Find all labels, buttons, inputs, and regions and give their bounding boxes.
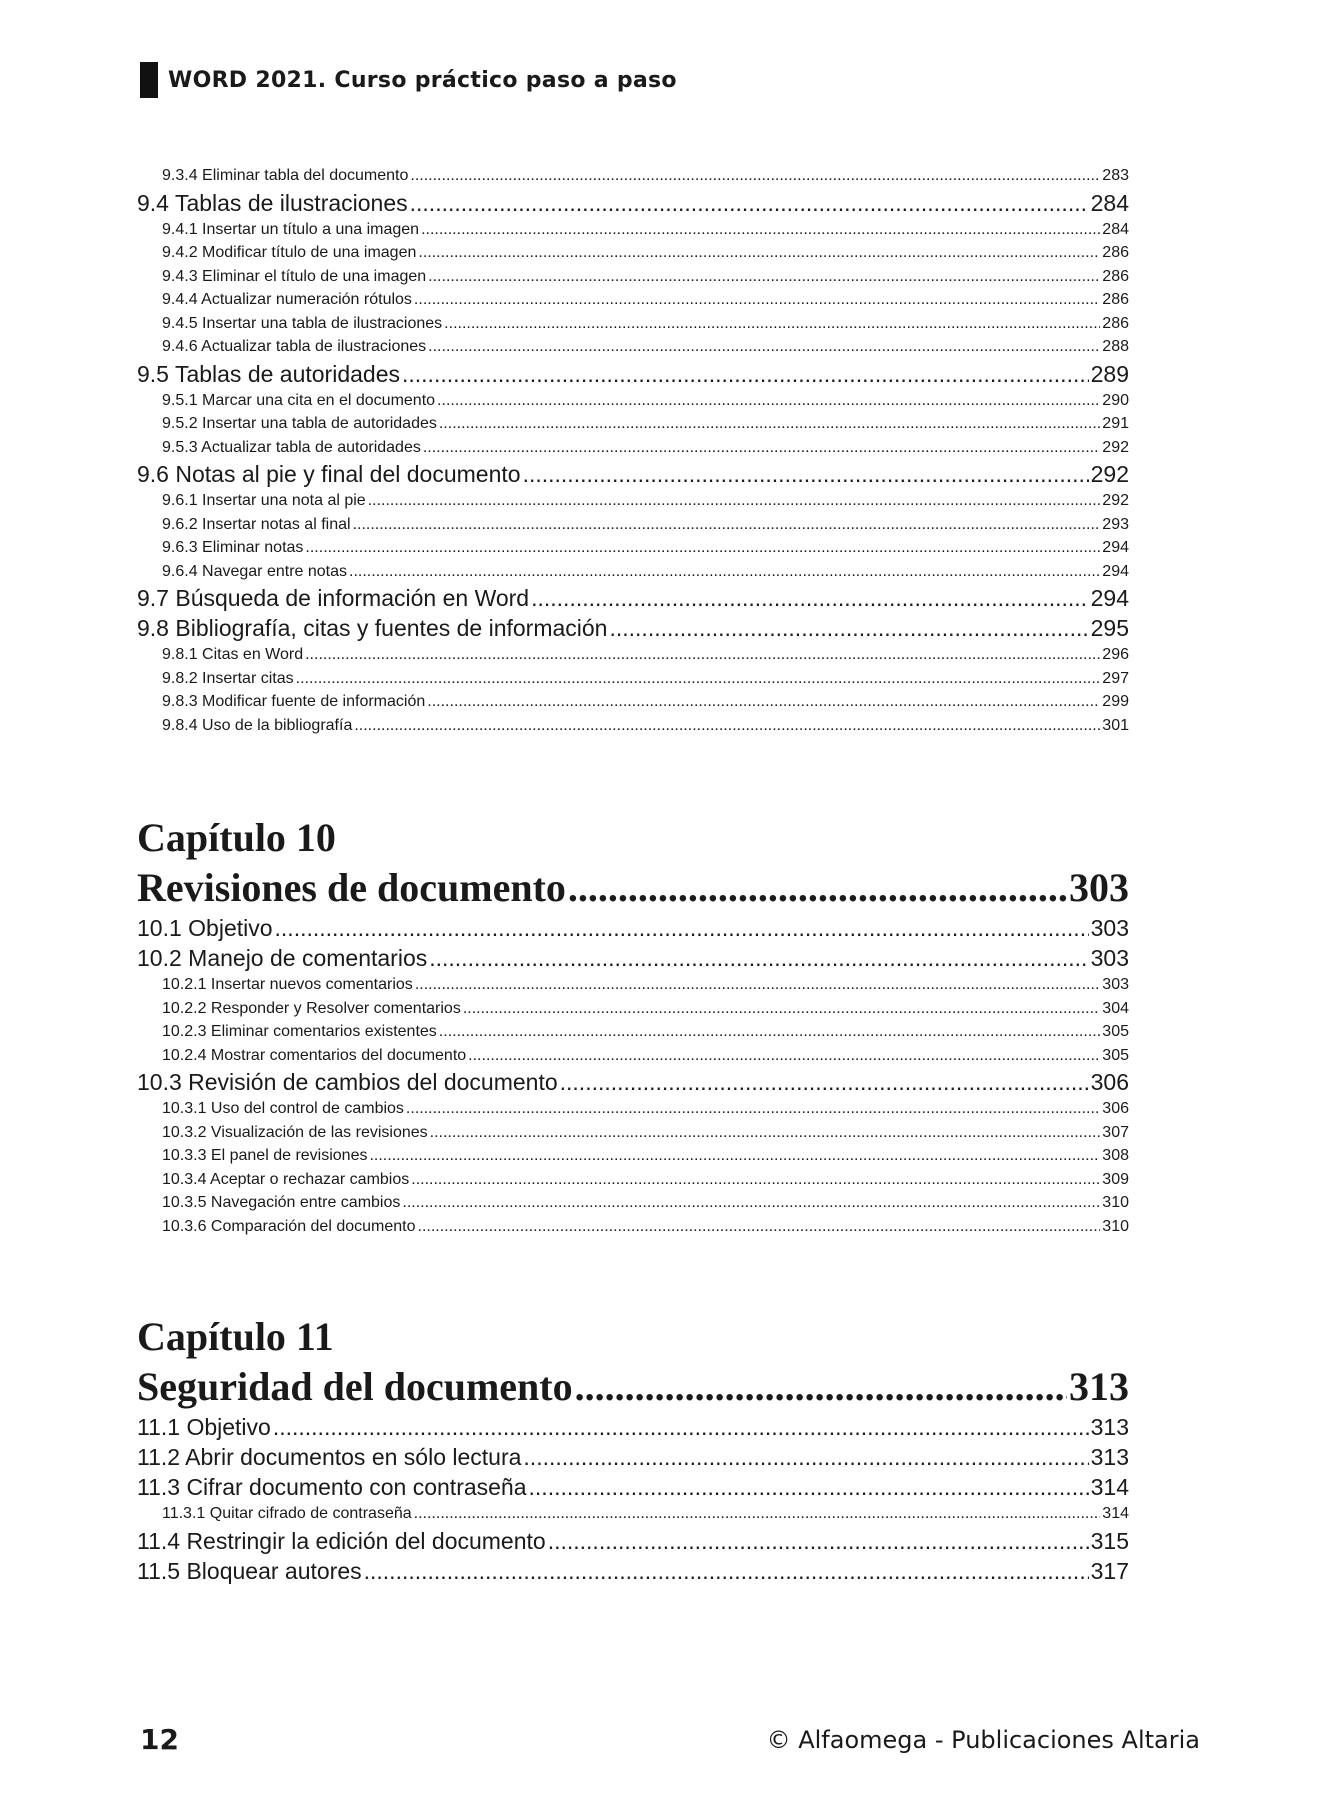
chapter-label: Capítulo 11 (137, 1314, 334, 1359)
entry-title: 9.6 Notas al pie y final del documento (137, 461, 521, 487)
chapter-10 (137, 813, 1129, 1238)
dot-leader (468, 1044, 1100, 1068)
toc-section-entry (137, 613, 1129, 643)
entry-title: 10.3.6 Comparación del documento (162, 1217, 416, 1235)
entry-title: 10.2.4 Mostrar comentarios del documento (162, 1046, 467, 1064)
dot-leader (531, 583, 1089, 613)
dot-leader (305, 536, 1100, 560)
toc-section-entry (137, 943, 1129, 973)
toc-subsection-entry (137, 412, 1129, 436)
toc-subsection-entry (137, 536, 1129, 560)
entry-page: 286 (1102, 244, 1129, 261)
dot-leader (354, 714, 1100, 738)
toc-subsection-entry (137, 1502, 1129, 1526)
entry-title: 11.3 Cifrar documento con contraseña (137, 1474, 527, 1500)
entry-page: 294 (1090, 585, 1129, 611)
entry-title: 9.6.1 Insertar una nota al pie (162, 492, 366, 509)
entry-page: 308 (1102, 1147, 1129, 1164)
chapter-page: 303 (1069, 865, 1129, 910)
entry-page: 297 (1102, 669, 1129, 687)
dot-leader (548, 1526, 1089, 1556)
page-number: 12 (140, 1723, 179, 1756)
entry-page: 288 (1102, 338, 1129, 355)
dot-leader (523, 1442, 1088, 1472)
entry-title: 9.5.1 Marcar una cita en el documento (162, 391, 436, 409)
entry-title: 9.5 Tablas de autoridades (137, 360, 400, 387)
toc-subsection-entry (137, 1121, 1129, 1145)
entry-title: 9.8 Bibliografía, citas y fuentes de información (137, 615, 608, 641)
toc-section-entry (137, 188, 1129, 218)
toc-subsection-entry (137, 288, 1129, 312)
dot-leader (423, 436, 1100, 460)
toc-subsection-entry (137, 436, 1129, 460)
entry-page: 306 (1102, 1100, 1129, 1117)
entry-page: 303 (1090, 945, 1129, 971)
entry-title: 11.3.1 Quitar cifrado de contraseña (162, 1505, 412, 1522)
entry-title: 10.2.2 Responder y Resolver comentarios (162, 999, 461, 1017)
dot-leader (429, 943, 1088, 973)
entry-page: 310 (1102, 1194, 1129, 1211)
dot-leader (444, 312, 1100, 336)
dot-leader (428, 265, 1100, 289)
entry-page: 301 (1102, 716, 1129, 734)
chapter-label: Capítulo 10 (137, 815, 336, 860)
table-of-contents (137, 164, 1129, 1586)
entry-title: 10.3.4 Aceptar o rechazar cambios (162, 1170, 410, 1188)
toc-subsection-entry (137, 312, 1129, 336)
toc-subsection-entry (137, 560, 1129, 584)
toc-section-entry (137, 913, 1129, 943)
chapter-title: Revisiones de documento (137, 865, 566, 910)
toc-subsection-entry (137, 1020, 1129, 1044)
entry-page: 317 (1090, 1557, 1129, 1584)
toc-subsection-entry (137, 241, 1129, 265)
dot-leader (368, 489, 1101, 513)
dot-leader (439, 1020, 1101, 1044)
entry-title: 9.5.2 Insertar una tabla de autoridades (162, 415, 437, 432)
entry-title: 9.3.4 Eliminar tabla del documento (162, 167, 409, 184)
toc-subsection-entry (137, 1191, 1129, 1215)
dot-leader (410, 188, 1089, 218)
entry-page: 289 (1090, 360, 1129, 387)
entry-title: 9.4.5 Insertar una tabla de ilustraciones (162, 314, 443, 332)
entry-page: 284 (1090, 189, 1129, 216)
entry-title: 9.8.3 Modificar fuente de información (162, 693, 426, 710)
entry-title: 11.5 Bloquear autores (137, 1557, 362, 1584)
entry-title: 10.2 Manejo de comentarios (137, 945, 428, 971)
dot-leader (560, 1067, 1089, 1097)
toc-subsection-entry (137, 513, 1129, 537)
toc-section-entry (137, 1472, 1129, 1502)
entry-page: 304 (1102, 999, 1129, 1017)
dot-leader (415, 973, 1100, 997)
dot-leader (463, 997, 1100, 1021)
entry-page: 306 (1090, 1069, 1129, 1095)
entry-title: 9.6.3 Eliminar notas (162, 539, 304, 556)
toc-section-entry (137, 1442, 1129, 1472)
dot-leader (414, 1502, 1101, 1526)
toc-subsection-entry (137, 1215, 1129, 1239)
entry-title: 10.2.1 Insertar nuevos comentarios (162, 976, 413, 993)
entry-title: 9.8.4 Uso de la bibliografía (162, 716, 353, 734)
toc-section-entry (137, 1526, 1129, 1556)
entry-title: 10.1 Objetivo (137, 915, 273, 941)
entry-page: 305 (1102, 1046, 1129, 1064)
toc-section-entry (137, 1412, 1129, 1442)
dot-leader (414, 288, 1100, 312)
toc-section-entry (137, 1556, 1129, 1586)
chapter-10-entries (137, 913, 1129, 1238)
toc-subsection-entry (137, 667, 1129, 691)
dot-leader (427, 690, 1100, 714)
entry-page: 314 (1090, 1474, 1129, 1500)
dot-leader (428, 335, 1100, 359)
toc-subsection-entry (137, 218, 1129, 242)
entry-title: 9.4.2 Modificar título de una imagen (162, 244, 417, 261)
entry-title: 9.7 Búsqueda de información en Word (137, 585, 530, 611)
toc-subsection-entry (137, 1168, 1129, 1192)
dot-leader (353, 513, 1101, 537)
toc-subsection-entry (137, 1097, 1129, 1121)
entry-page: 286 (1102, 267, 1129, 285)
dot-leader (418, 1215, 1101, 1239)
entry-title: 11.1 Objetivo (137, 1414, 271, 1440)
chapter-page: 313 (1069, 1364, 1129, 1409)
entry-page: 303 (1102, 976, 1129, 993)
entry-title: 9.8.2 Insertar citas (162, 669, 294, 687)
entry-page: 309 (1102, 1170, 1129, 1188)
entry-page: 283 (1102, 167, 1129, 184)
dot-leader (609, 613, 1088, 643)
entry-title: 10.3 Revisión de cambios del documento (137, 1069, 558, 1095)
toc-section-entry (137, 1067, 1129, 1097)
toc-subsection-entry (137, 335, 1129, 359)
dot-leader (402, 359, 1089, 389)
entry-page: 292 (1090, 461, 1129, 487)
entry-page: 284 (1102, 220, 1129, 238)
dot-leader (369, 1144, 1100, 1168)
toc-subsection-entry (137, 389, 1129, 413)
entry-title: 9.4.3 Eliminar el título de una imagen (162, 267, 427, 285)
toc-subsection-entry (137, 164, 1129, 188)
chapter-title-row (137, 863, 1129, 913)
dot-leader (439, 412, 1100, 436)
toc-subsection-entry (137, 1144, 1129, 1168)
toc-subsection-entry (137, 690, 1129, 714)
entry-title: 9.6.4 Navegar entre notas (162, 562, 348, 580)
entry-page: 303 (1090, 915, 1129, 941)
toc-subsection-entry (137, 643, 1129, 667)
entry-page: 286 (1102, 314, 1129, 332)
toc-section-entry (137, 459, 1129, 489)
entry-page: 294 (1102, 562, 1129, 580)
entry-page: 292 (1102, 438, 1129, 456)
entry-title: 9.6.2 Insertar notas al final (162, 515, 351, 533)
toc-block-chapter-9 (137, 164, 1129, 737)
toc-subsection-entry (137, 1044, 1129, 1068)
dot-leader (406, 1097, 1100, 1121)
book-title: WORD 2021. Curso práctico paso a paso (168, 67, 677, 93)
toc-section-entry (137, 359, 1129, 389)
entry-page: 299 (1102, 693, 1129, 710)
entry-title: 10.2.3 Eliminar comentarios existentes (162, 1023, 437, 1040)
toc-subsection-entry (137, 973, 1129, 997)
entry-page: 314 (1102, 1505, 1129, 1522)
dot-leader (523, 459, 1089, 489)
dot-leader (529, 1472, 1089, 1502)
dot-leader (411, 1168, 1100, 1192)
entry-page: 295 (1090, 615, 1129, 641)
toc-subsection-entry (137, 997, 1129, 1021)
entry-page: 291 (1102, 415, 1129, 432)
entry-page: 286 (1102, 291, 1129, 308)
dot-leader (273, 1412, 1089, 1442)
dot-leader (305, 643, 1100, 667)
publisher-credit: © Alfaomega - Publicaciones Altaria (766, 1726, 1200, 1754)
dot-leader (421, 218, 1100, 242)
entry-page: 313 (1090, 1414, 1129, 1440)
chapter-title: Seguridad del documento (137, 1364, 573, 1409)
entry-page: 296 (1102, 646, 1129, 663)
running-header (140, 62, 677, 98)
toc-subsection-entry (137, 714, 1129, 738)
entry-title: 10.3.1 Uso del control de cambios (162, 1100, 404, 1117)
entry-title: 9.8.1 Citas en Word (162, 646, 304, 663)
entry-page: 307 (1102, 1123, 1129, 1141)
chapter-11 (137, 1312, 1129, 1586)
entry-title: 11.4 Restringir la edición del documento (137, 1527, 546, 1554)
header-marker-bar (140, 62, 158, 98)
entry-page: 310 (1102, 1217, 1129, 1235)
chapter-11-entries (137, 1412, 1129, 1586)
entry-page: 315 (1090, 1527, 1129, 1554)
dot-leader (430, 1121, 1101, 1145)
entry-title: 9.5.3 Actualizar tabla de autoridades (162, 438, 421, 456)
entry-title: 10.3.2 Visualización de las revisiones (162, 1123, 428, 1141)
dot-leader (575, 1362, 1067, 1412)
entry-page: 292 (1102, 492, 1129, 509)
dot-leader (410, 164, 1100, 188)
dot-leader (349, 560, 1100, 584)
dot-leader (296, 667, 1101, 691)
entry-title: 10.3.5 Navegación entre cambios (162, 1194, 401, 1211)
dot-leader (568, 863, 1067, 913)
dot-leader (418, 241, 1100, 265)
entry-title: 10.3.3 El panel de revisiones (162, 1147, 368, 1164)
entry-title: 9.4.4 Actualizar numeración rótulos (162, 291, 412, 308)
entry-page: 305 (1102, 1023, 1129, 1040)
entry-title: 9.4 Tablas de ilustraciones (137, 189, 408, 216)
entry-title: 9.4.1 Insertar un título a una imagen (162, 220, 420, 238)
entry-title: 11.2 Abrir documentos en sólo lectura (137, 1444, 522, 1470)
dot-leader (402, 1191, 1100, 1215)
entry-page: 290 (1102, 391, 1129, 409)
toc-subsection-entry (137, 265, 1129, 289)
chapter-title-row (137, 1362, 1129, 1412)
entry-title: 9.4.6 Actualizar tabla de ilustraciones (162, 338, 427, 355)
dot-leader (437, 389, 1100, 413)
entry-page: 294 (1102, 539, 1129, 556)
toc-subsection-entry (137, 489, 1129, 513)
entry-page: 293 (1102, 515, 1129, 533)
entry-page: 313 (1090, 1444, 1129, 1470)
toc-section-entry (137, 583, 1129, 613)
dot-leader (275, 913, 1089, 943)
dot-leader (364, 1556, 1089, 1586)
